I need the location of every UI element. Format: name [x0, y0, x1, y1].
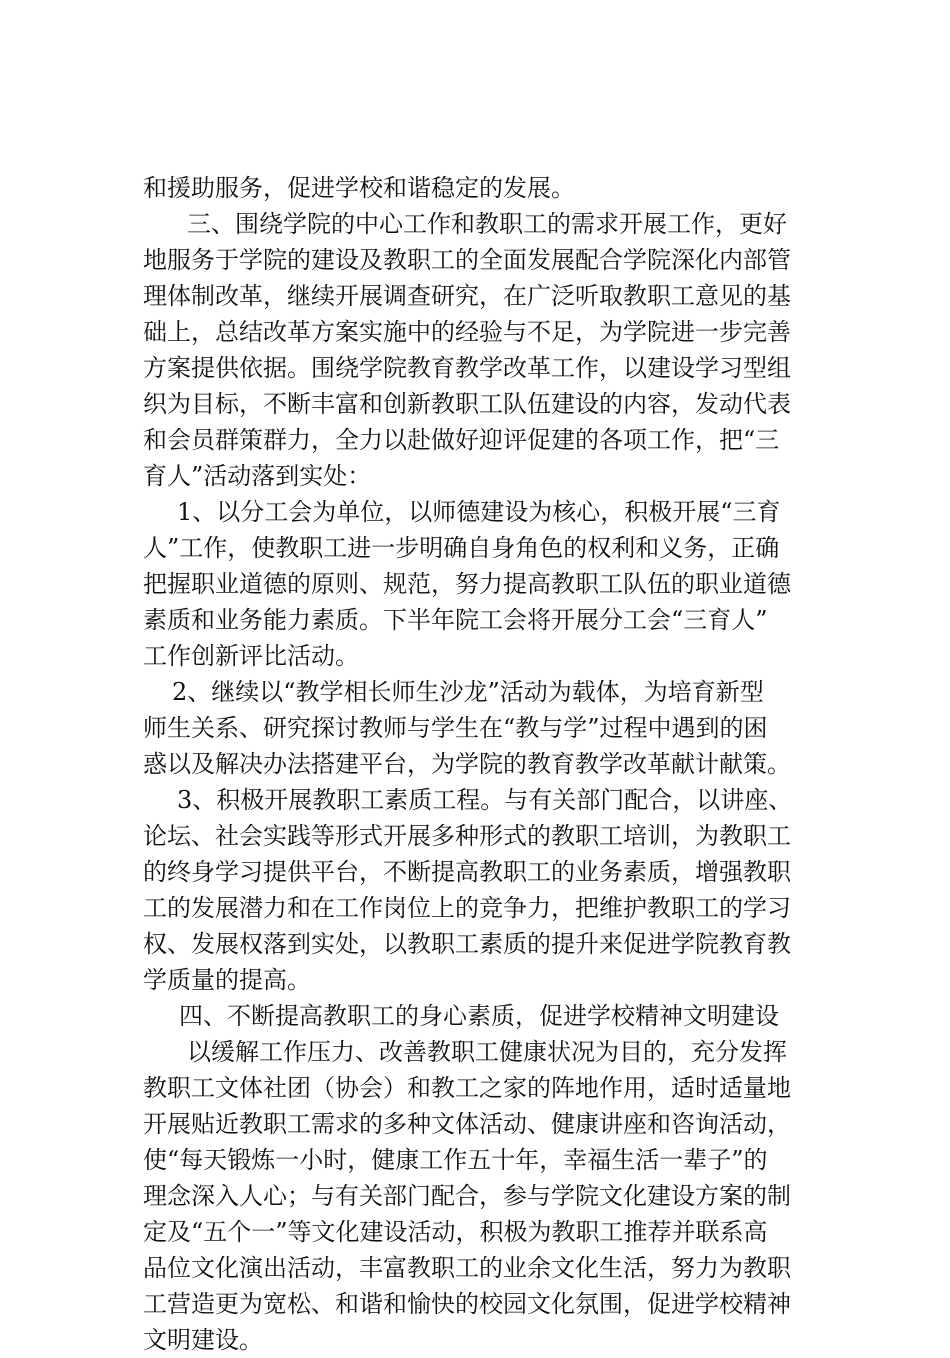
section-heading: 四、不断提高教职工的身心素质，促进学校精神文明建设: [155, 1002, 779, 1030]
text-line: 的终身学习提供平台，不断提高教职工的业务素质，增强教职: [143, 858, 791, 886]
text-line: 1、以分工会为单位，以师德建设为核心，积极开展“三育: [153, 498, 781, 526]
text-line: 品位文化演出活动，丰富教职工的业余文化生活，努力为教职: [143, 1254, 791, 1282]
text-line: 论坛、社会实践等形式开展多种形式的教职工培训，为教职工: [143, 822, 791, 850]
text-line: 理念深入人心；与有关部门配合，参与学院文化建设方案的制: [143, 1182, 791, 1210]
text-line: 素质和业务能力素质。下半年院工会将开展分工会“三育人”: [143, 606, 768, 634]
text-line: 人”工作，使教职工进一步明确自身角色的权利和义务，正确: [143, 534, 780, 562]
text-line: 教职工文体社团（协会）和教工之家的阵地作用，适时适量地: [143, 1074, 791, 1102]
text-line: 和会员群策群力，全力以赴做好迎评促建的各项工作，把“三: [143, 426, 780, 454]
text-line: 织为目标，不断丰富和创新教职工队伍建设的内容，发动代表: [143, 390, 791, 418]
text-line: 方案提供依据。围绕学院教育教学改革工作，以建设学习型组: [143, 354, 791, 382]
text-line: 工作创新评比活动。: [143, 642, 359, 670]
text-line: 开展贴近教职工需求的多种文体活动、健康讲座和咨询活动，: [143, 1110, 791, 1138]
text-line: 工的发展潜力和在工作岗位上的竞争力，把维护教职工的学习: [143, 894, 791, 922]
text-line: 使“每天锻炼一小时，健康工作五十年，幸福生活一辈子”的: [143, 1146, 768, 1174]
text-line: 把握职业道德的原则、规范，努力提高教职工队伍的职业道德: [143, 570, 791, 598]
text-line: 学质量的提高。: [143, 966, 311, 994]
text-line: 以缓解工作压力、改善教职工健康状况为目的，充分发挥: [163, 1038, 787, 1066]
text-line: 理体制改革，继续开展调查研究，在广泛听取教职工意见的基: [143, 282, 791, 310]
text-line: 础上，总结改革方案实施中的经验与不足，为学院进一步完善: [143, 318, 791, 346]
text-line: 定及“五个一”等文化建设活动，积极为教职工推荐并联系高: [143, 1218, 768, 1246]
text-line: 和援助服务，促进学校和谐稳定的发展。: [143, 174, 575, 202]
text-line: 文明建设。: [143, 1326, 263, 1354]
text-line: 惑以及解决办法搭建平台，为学院的教育教学改革献计献策。: [143, 750, 791, 778]
text-line: 工营造更为宽松、和谐和愉快的校园文化氛围，促进学校精神: [143, 1290, 791, 1318]
text-line: 3、积极开展教职工素质工程。与有关部门配合，以讲座、: [153, 786, 793, 814]
text-line: 三、围绕学院的中心工作和教职工的需求开展工作，更好: [163, 210, 787, 238]
text-line: 2、继续以“教学相长师生沙龙”活动为载体，为培育新型: [148, 678, 764, 706]
text-line: 地服务于学院的建设及教职工的全面发展配合学院深化内部管: [143, 246, 791, 274]
text-line: 权、发展权落到实处，以教职工素质的提升来促进学院教育教: [143, 930, 791, 958]
text-line: 师生关系、研究探讨教师与学生在“教与学”过程中遇到的困: [143, 714, 768, 742]
text-line: 育人”活动落到实处：: [143, 462, 372, 490]
